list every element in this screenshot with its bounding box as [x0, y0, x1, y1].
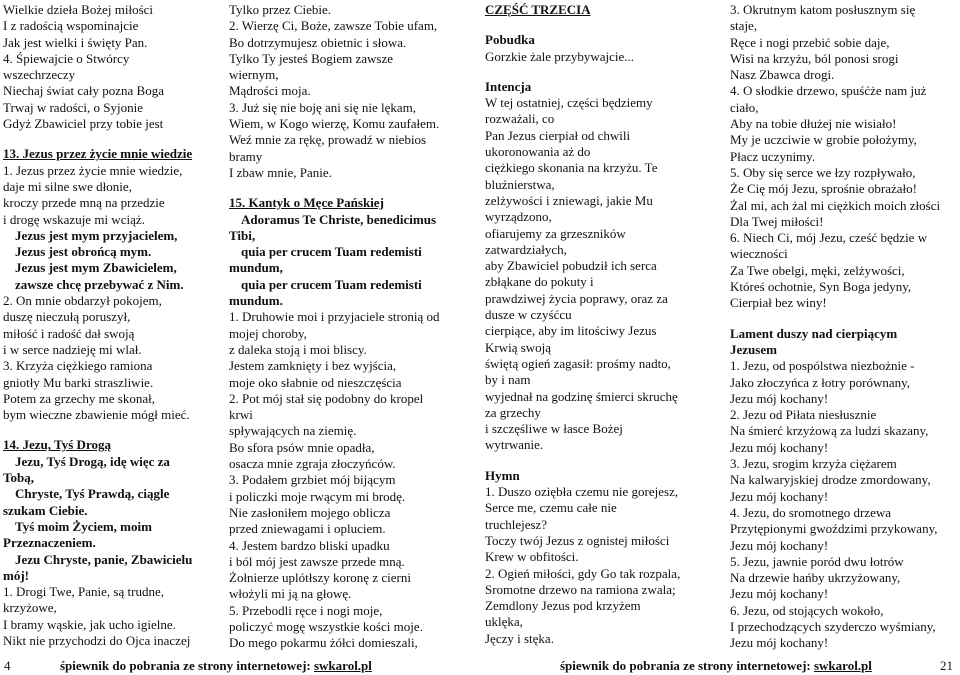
text-line: 1. Jezus przez życie mnie wiedzie,	[3, 162, 183, 178]
page-number-right: 21	[940, 658, 953, 673]
song-title: 13. Jezus przez życie mnie wiedzie	[3, 146, 193, 162]
text-line: Jezu mój kochany!	[730, 488, 829, 504]
text-line: spływających na ziemię.	[229, 423, 357, 439]
text-line: Tylko Ty jesteś Bogiem zawsze	[229, 50, 394, 66]
text-line: i szczęśliwe w łasce Bożej	[485, 421, 623, 437]
text-line: duszę nieczułą poruszył,	[3, 309, 131, 325]
footer-text: śpiewnik do pobrania ze strony internetowej:	[560, 658, 814, 673]
text-line: i drogę wskazuje mi wciąż.	[3, 211, 145, 227]
text-line: Jak jest wielki i święty Pan.	[3, 34, 148, 50]
song-title: Lament duszy nad cierpiącym	[730, 325, 898, 341]
text-line: 6. Niech Ci, mój Jezu, cześć będzie w	[730, 230, 928, 246]
footer-link[interactable]: swkarol.pl	[813, 658, 872, 673]
refrain-line: Jezus jest obrońcą mym.	[15, 244, 152, 260]
text-line: 5. Oby się serce we łzy rozpływało,	[730, 164, 916, 180]
text-line: Któreś ochotnie, Syn Boga jedyny,	[730, 279, 912, 295]
text-line: Jezu mój kochany!	[730, 635, 829, 651]
song-title: Jezusem	[730, 341, 777, 357]
refrain-line: quia per crucem Tuam redemisti	[241, 244, 422, 260]
text-line: wyrządzono,	[485, 209, 552, 225]
text-line: dusze w czyśćcu	[485, 307, 572, 323]
text-line: 6. Jezu, od stojących wokoło,	[730, 602, 884, 618]
text-line: 2. Pot mój stał się podobny do kropel	[229, 390, 424, 406]
text-line: mojej choroby,	[229, 325, 307, 341]
text-line: 2. Wierzę Ci, Boże, zawsze Tobie ufam,	[229, 18, 438, 34]
text-line: i w serce nadzieję mi wlał.	[3, 341, 142, 357]
text-line: Nikt nie przychodzi do Ojca inaczej	[3, 632, 191, 648]
text-line: Bo dotrzymujesz obietnic i słowa.	[229, 34, 407, 50]
text-line: zbłąkane do pokuty i	[485, 274, 594, 290]
text-line: 3. Okrutnym katom posłusznym się	[730, 2, 916, 17]
text-line: I bramy wąskie, jak ucho igielne.	[3, 616, 176, 632]
refrain-line: mundum.	[229, 293, 283, 309]
text-line: 3. Już się nie boję ani się nie lękam,	[229, 99, 417, 115]
refrain-line: mój!	[3, 567, 29, 583]
text-line: Dla Twej miłości!	[730, 213, 824, 229]
footer-right	[560, 658, 872, 674]
text-line: Jezu mój kochany!	[730, 537, 829, 553]
text-line: Do mego pokarmu żółci domieszali,	[229, 635, 418, 651]
text-line: 3. Podałem grzbiet mój bijącym	[229, 472, 396, 488]
text-line: Weź mnie za rękę, prowadź w niebios	[229, 132, 427, 148]
text-line: Nasz Zbawca drogi.	[730, 67, 835, 83]
text-line: Potem za grzechy me skonał,	[3, 390, 155, 406]
text-line: zelżywości i zniewagi, jakie Mu	[485, 192, 653, 208]
text-line: Przytępionymi gwoździmi przykowany,	[730, 521, 938, 537]
text-line: ukoronowania aż do	[485, 144, 591, 160]
refrain-line: quia per crucem Tuam redemisti	[241, 276, 422, 292]
text-line: Bo sfora psów mnie opadła,	[229, 439, 375, 455]
text-line: Gorzkie żale przybywajcie...	[485, 48, 635, 64]
text-line: 1. Jezu, od pospólstwa niezbożnie -	[730, 358, 915, 374]
refrain-line: zawsze chcę przebywać z Nim.	[15, 276, 184, 292]
footer-link[interactable]: swkarol.pl	[313, 658, 372, 673]
text-line: miłość i radość dał swoją	[3, 325, 135, 341]
text-line: z daleka stoją i moi bliscy.	[229, 341, 367, 357]
text-line: Jako złoczyńca z łotry porównany,	[730, 374, 911, 390]
refrain-line: Tibi,	[229, 227, 256, 243]
refrain-line: Tobą,	[3, 470, 34, 486]
text-line: krzyżowe,	[3, 600, 57, 616]
text-line: kroczy przede mną na przedzie	[3, 195, 165, 211]
text-line: Na drzewie hańby ukrzyżowany,	[730, 570, 901, 586]
text-line: Serce me, czemu całe nie	[485, 500, 617, 516]
subheading: Intencja	[485, 78, 532, 94]
text-line: Żal mi, ach żal mi ciężkich moich złości	[730, 197, 941, 213]
text-line: moje oko słabnie od nieszczęścia	[229, 374, 402, 390]
text-line: 3. Jezu, srogim krzyża ciężarem	[730, 456, 897, 472]
refrain-line: Adoramus Te Christe, benedicimus	[241, 211, 437, 227]
text-line: Mądrości moja.	[229, 83, 311, 99]
refrain-line: Przeznaczeniem.	[3, 535, 96, 551]
text-line: 5. Jezu, jawnie poród dwu łotrów	[730, 553, 904, 569]
text-line: bramy	[229, 148, 263, 164]
text-line: uklęka,	[485, 614, 523, 630]
text-line: Pan Jezus cierpiał od chwili	[485, 127, 631, 143]
section-heading: CZĘŚĆ TRZECIA	[485, 2, 591, 17]
text-line: Zemdlony Jezus pod krzyżem	[485, 598, 641, 614]
text-line: Trwaj w radości, o Syjonie	[3, 99, 143, 115]
text-line: Wiem, w Kogo wierzę, Komu zaufałem.	[229, 116, 440, 132]
text-line: I zbaw mnie, Panie.	[229, 164, 332, 180]
text-line: wieczności	[730, 246, 788, 262]
text-line: ciężkiego skonania na krzyżu. Te	[485, 160, 658, 176]
page-number-left: 4	[4, 658, 11, 673]
text-line: włożyli mi ją na głowę.	[229, 586, 352, 602]
text-line: Jezu mój kochany!	[730, 439, 829, 455]
text-line: Wisi na krzyżu, ból ponosi srogi	[730, 50, 899, 66]
text-line: Niechaj świat cały pozna Boga	[3, 83, 164, 99]
text-line: Cierpiał bez winy!	[730, 295, 827, 311]
column-1	[3, 2, 221, 649]
text-line: 2. On mnie obdarzył pokojem,	[3, 293, 162, 309]
text-line: wytrwanie.	[485, 437, 544, 453]
text-line: Jęczy i stęka.	[485, 630, 554, 646]
text-line: Że Cię mój Jezu, sprośnie obrażało!	[730, 181, 917, 197]
text-line: świętą ogień zagasił: prośmy nadto,	[485, 355, 671, 371]
text-line: aby Zbawiciel pobudził ich serca	[485, 258, 657, 274]
column-4	[730, 2, 960, 652]
refrain-line: szukam Ciebie.	[3, 502, 88, 518]
text-line: Na śmierć krzyżową za ludzi skazany,	[730, 423, 929, 439]
text-line: 1. Duszo oziębła czemu nie gorejesz,	[485, 484, 679, 500]
text-line: Jestem zamknięty i bez wyjścia,	[229, 358, 397, 374]
text-line: Sromotne drzewo na ramiona zwala;	[485, 581, 676, 597]
refrain-line: mundum,	[229, 260, 283, 276]
text-line: cierpiące, aby im litościwy Jezus	[485, 323, 657, 339]
refrain-line: Jezu Chryste, panie, Zbawicielu	[15, 551, 193, 567]
text-line: My je uczciwie w grobie położymy,	[730, 132, 917, 148]
text-line: truchlejesz?	[485, 516, 548, 532]
text-line: staje,	[730, 18, 758, 34]
subheading: Hymn	[485, 467, 520, 483]
text-line: 1. Drogi Twe, Panie, są trudne,	[3, 584, 164, 600]
text-line: Krew w obfitości.	[485, 549, 579, 565]
text-line: wszechrzeczy	[3, 67, 76, 83]
text-line: osacza mnie zgraja złoczyńców.	[229, 456, 396, 472]
text-line: krwi	[229, 407, 253, 423]
text-line: 4. Jestem bardzo bliski upadku	[229, 537, 390, 553]
text-line: policzyć mogę wszystkie kości moje.	[229, 618, 423, 634]
refrain-line: Chryste, Tyś Prawdą, ciągle	[15, 486, 170, 502]
text-line: W tej ostatniej, części będziemy	[485, 95, 653, 111]
text-line: Aby na tobie dłużej nie wisiało!	[730, 116, 897, 132]
text-line: Na kalwaryjskiej drodze zmordowany,	[730, 472, 931, 488]
text-line: bym wieczne zbawienie mógł mieć.	[3, 407, 190, 423]
text-line: prawdziwej życia poprawy, oraz za	[485, 290, 668, 306]
text-line: Żołnierze uplótłszy koronę z cierni	[229, 570, 411, 586]
text-line: daje mi silne swe dłonie,	[3, 178, 132, 194]
text-line: Nie zasłoniłem mojego oblicza	[229, 504, 391, 520]
text-line: rozważali, co	[485, 111, 555, 127]
text-line: ofiarujemy za grzeszników	[485, 225, 626, 241]
text-line: i policzki moje rwącym mi brodę.	[229, 488, 406, 504]
footer-text: śpiewnik do pobrania ze strony internetowej:	[60, 658, 314, 673]
subheading: Pobudka	[485, 32, 535, 48]
song-title: 15. Kantyk o Męce Pańskiej	[229, 195, 384, 211]
song-title: 14. Jezu, Tyś Drogą	[3, 437, 111, 453]
text-line: Krwią swoją	[485, 339, 552, 355]
text-line: 4. O słodkie drzewo, spuśćże nam już	[730, 83, 927, 99]
footer-left	[60, 658, 372, 674]
column-3	[485, 2, 723, 647]
text-line: by i nam	[485, 372, 531, 388]
text-line: Gdyż Zbawiciel przy tobie jest	[3, 116, 164, 132]
text-line: I z radością wspominajcie	[3, 18, 139, 34]
text-line: Ręce i nogi przebić sobie daje,	[730, 34, 890, 50]
text-line: 5. Przebodli ręce i nogi moje,	[229, 602, 383, 618]
text-line: I przechodzących szyderczo wyśmiany,	[730, 618, 936, 634]
refrain-line: Jezus jest mym Zbawicielem,	[15, 260, 177, 276]
refrain-line: Tyś moim Życiem, moim	[15, 518, 152, 534]
text-line: wiernym,	[229, 67, 279, 83]
text-line: 2. Jezu od Piłata niesłusznie	[730, 407, 877, 423]
text-line: Toczy twój Jezus z ognistej miłości	[485, 532, 670, 548]
refrain-line: Jezu, Tyś Drogą, idę więc za	[15, 453, 170, 469]
text-line: 4. Śpiewajcie o Stwórcy	[3, 50, 130, 66]
text-line: Wielkie dzieła Bożej miłości	[3, 2, 154, 17]
text-line: 4. Jezu, do sromotnego drzewa	[730, 504, 892, 520]
text-line: Za Twe obelgi, męki, zelżywości,	[730, 262, 905, 278]
text-line: 2. Ogień miłości, gdy Go tak rozpala,	[485, 565, 681, 581]
text-line: gniotły Mu barki straszliwie.	[3, 374, 154, 390]
text-line: Tylko przez Ciebie.	[229, 2, 331, 17]
text-line: Jezu mój kochany!	[730, 390, 829, 406]
text-line: ciało,	[730, 99, 759, 115]
text-line: 3. Krzyża ciężkiego ramiona	[3, 358, 153, 374]
column-2	[229, 2, 467, 652]
text-line: przed zniewagami i opluciem.	[229, 521, 386, 537]
text-line: za grzechy	[485, 404, 541, 420]
text-line: 1. Druhowie moi i przyjaciele stronią od	[229, 309, 440, 325]
text-line: Płacz uczynimy.	[730, 148, 816, 164]
text-line: i ból mój jest zawsze przede mną.	[229, 553, 405, 569]
text-line: zatwardziałych,	[485, 241, 567, 257]
text-line: bluźnierstwa,	[485, 176, 555, 192]
refrain-line: Jezus jest mym przyjacielem,	[15, 227, 178, 243]
text-line: wyjednał na godzinę śmierci skruchę	[485, 388, 678, 404]
text-line: Jezu mój kochany!	[730, 586, 829, 602]
